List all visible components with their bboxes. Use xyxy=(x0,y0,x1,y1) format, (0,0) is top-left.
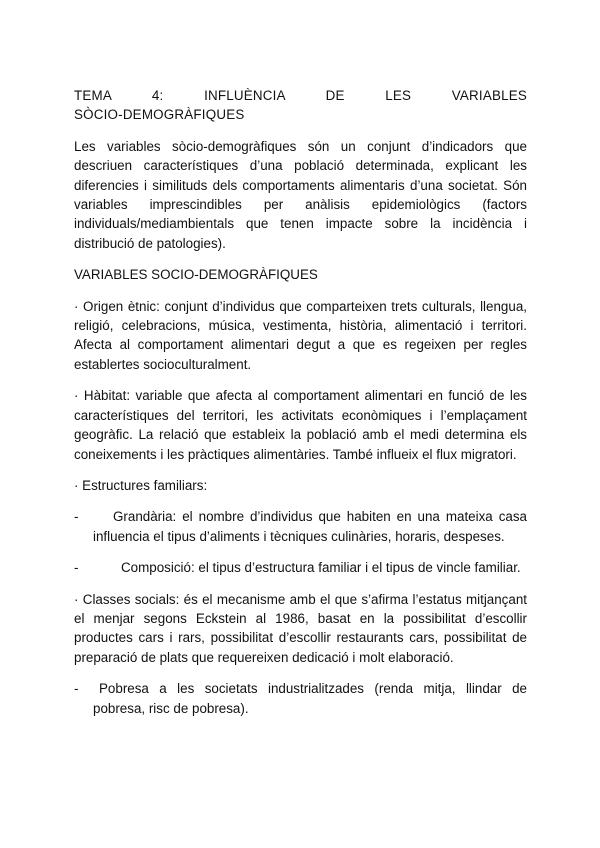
dash-marker: - xyxy=(74,681,79,697)
subitem-grandaria-text: Grandària: el nombre d’individus que habiten en una mateixa casa influencia el tipus d’aliments i tècniques culinàries, horaris, despeses. xyxy=(93,509,527,544)
document-page xyxy=(74,86,527,730)
title-line-1: TEMA 4: INFLUÈNCIA DE LES VARIABLES xyxy=(74,88,527,103)
section-heading: VARIABLES SOCIO-DEMOGRÀFIQUES xyxy=(74,267,318,283)
dash-marker: - xyxy=(74,509,79,525)
document-title xyxy=(74,86,527,125)
subitem-composicio-text: Composició: el tipus d’estructura familiar i el tipus de vincle familiar. xyxy=(121,560,521,576)
title-line-2: SÒCIO-DEMOGRÀFIQUES xyxy=(74,107,245,123)
item-origen-etnic: · Origen ètnic: conjunt d’individus que comparteixen trets culturals, llengua, religió, celebracions, música, vestimenta, història, alimentació i territori. Afecta al comportament alimentari degut a que es regeixen per regles establertes socioculturalment. xyxy=(74,298,527,372)
dash-marker: - xyxy=(74,560,79,576)
item-estructures-familiars: · Estructures familiars: xyxy=(74,477,208,493)
item-classes-socials: · Classes socials: és el mecanisme amb el que s’afirma l’estatus mitjançant el menjar segons Eckstein al 1986, basat en la possibilitat d’escollir productes cars i rars, possibilitat d’escollir restaurants cars, possibilitat de preparació de plats que requereixen dedicació i molt elaboració. xyxy=(74,591,527,665)
subitem-composicio xyxy=(74,558,527,577)
item-habitat: · Hàbitat: variable que afecta al comportament alimentari en funció de les característiques del territori, les activitats econòmiques i l’emplaçament geogràfic. La relació que estableix la població amb el medi determina els coneixements i les pràctiques alimentàries. També influeix el flux migratori. xyxy=(74,388,527,462)
subitem-pobresa-text: Pobresa a les societats industrialitzades (renda mitja, llindar de pobresa, risc de pobresa). xyxy=(93,681,527,716)
subitem-grandaria xyxy=(74,507,527,546)
subitem-pobresa xyxy=(74,679,527,718)
intro-paragraph: Les variables sòcio-demogràfiques són un conjunt d’indicadors que descriuen característiques d’una població determinada, explicant les diferencies i similituds dels comportaments alimentaris d’una societat. Són variables imprescindibles per anàlisis epidemiològics (factors individuals/mediambientals que tenen impacte sobre la incidència i distribució de patologies). xyxy=(74,138,527,251)
